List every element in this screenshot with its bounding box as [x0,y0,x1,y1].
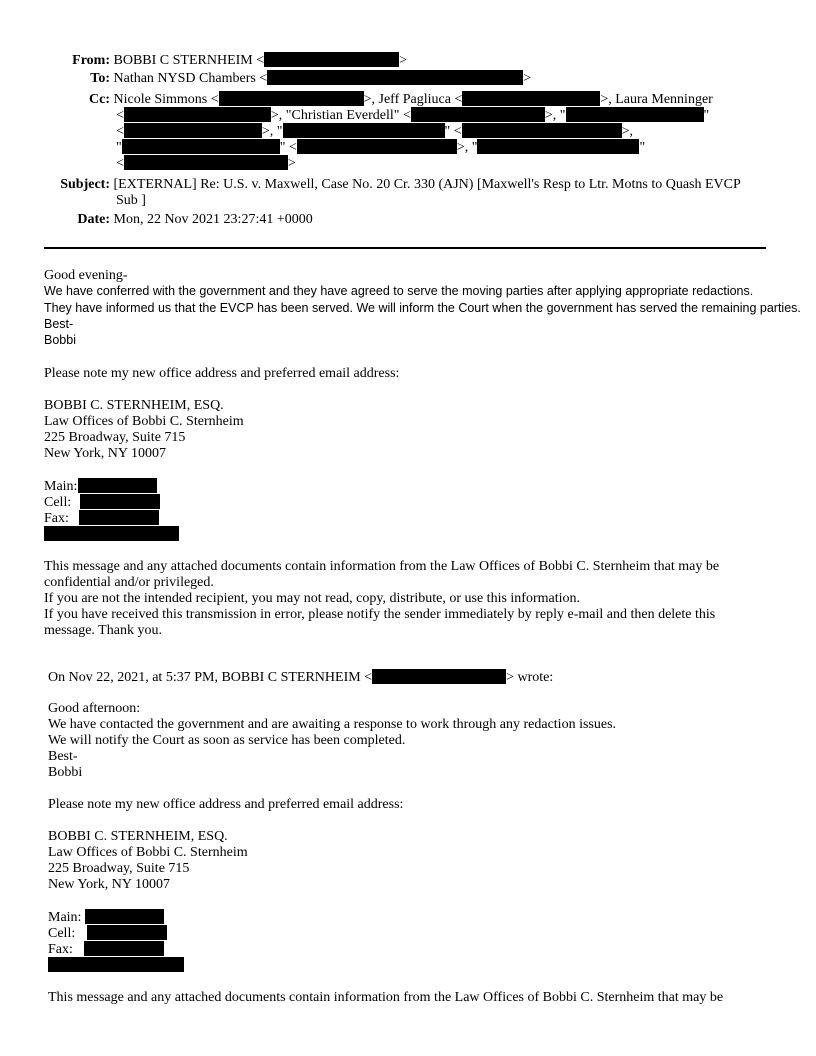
cc-continuation-line [116,123,633,140]
redaction-bar [124,123,262,138]
redaction-bar [78,478,157,493]
redaction-bar [462,123,622,138]
cc-continuation-line [116,139,645,156]
quoted-intro-text: > wrote: [506,670,554,685]
redaction-bar [48,957,184,972]
closing: Best- [44,317,74,331]
quoted-disclaimer: This message and any attached documents contain information from the Law Offices of Bobbi C. Sternheim that may be [48,990,724,1005]
quoted-paragraph: We will notify the Court as soon as service has been completed. [48,733,406,748]
quoted-signature-name: BOBBI C. STERNHEIM, ESQ. [48,829,228,844]
redaction-bar [79,510,159,525]
cc-text: < [116,108,124,123]
cc-text: >, " [261,124,283,139]
phone-main-label: Main: [44,479,78,494]
phone-cell [44,494,160,511]
cc-text: >, Jeff Pagliuca < [363,92,463,107]
quoted-phone-fax [48,941,164,958]
subject-continuation: Sub ] [116,193,146,208]
email-redacted [44,526,179,543]
quoted-paragraph: We have contacted the government and are awaiting a response to work through any redaction issues. [48,717,617,732]
phone-fax-label: Fax: [44,511,69,526]
close-bracket: > [287,156,296,171]
disclaimer: If you are not the intended recipient, you may not read, copy, distribute, or use this information. [44,591,581,606]
redaction-bar [124,107,271,122]
redaction-bar [87,925,167,940]
quoted-address-note: Please note my new office address and preferred email address: [48,797,404,812]
phone-fax [44,510,159,527]
close-bracket: > [523,71,532,86]
quoted-closing: Best- [48,749,78,764]
quoted-phone-cell [48,925,167,942]
phone-fax-label: Fax: [48,942,73,957]
from-value: BOBBI C STERNHEIM < [113,53,265,68]
redaction-bar [264,52,399,67]
redaction-bar [85,909,164,924]
quoted-signature-firm: Law Offices of Bobbi C. Sternheim [48,845,248,860]
greeting: Good evening- [44,268,128,283]
redaction-bar [44,526,179,541]
cc-continuation-line [116,107,709,124]
body-paragraph: They have informed us that the EVCP has been served. We will inform the Court when the government has served the remaining parties. [44,301,801,315]
quoted-sender-name: Bobbi [48,765,83,780]
cc-text: " [703,108,710,123]
cc-text: Nicole Simmons < [113,92,219,107]
quoted-email-redacted [48,957,184,974]
from-row [0,52,407,69]
cc-label: Cc: [89,92,110,107]
header-divider [44,247,766,249]
cc-text: >, " [544,108,566,123]
address-note: Please note my new office address and preferred email address: [44,366,400,381]
quoted-signature-address: New York, NY 10007 [48,877,170,892]
disclaimer: This message and any attached documents contain information from the Law Offices of Bobbi C. Sternheim that may be [44,559,720,574]
redaction-bar [219,91,364,106]
redaction-bar [297,139,457,154]
cc-text: " < [279,140,297,155]
date-label: Date: [77,212,110,227]
body-paragraph: We have conferred with the government and they have agreed to serve the moving parties after applying appropriate redactions. [44,284,754,298]
subject-row [0,177,741,193]
cc-text: >, " [456,140,478,155]
redaction-bar [124,155,288,170]
redaction-bar [462,91,600,106]
phone-main-label: Main: [48,910,82,925]
quoted-intro-text: On Nov 22, 2021, at 5:37 PM, BOBBI C STERNHEIM < [48,670,373,685]
cc-row [0,91,713,108]
disclaimer: confidential and/or privileged. [44,575,214,590]
signature-name: BOBBI C. STERNHEIM, ESQ. [44,398,224,413]
date-value: Mon, 22 Nov 2021 23:27:41 +0000 [113,212,313,227]
cc-text: " [639,140,646,155]
subject-label: Subject: [60,177,110,192]
quoted-greeting: Good afternoon: [48,701,141,716]
redaction-bar [84,941,164,956]
signature-firm: Law Offices of Bobbi C. Sternheim [44,414,244,429]
phone-cell-label: Cell: [44,495,72,510]
redaction-bar [80,494,160,509]
cc-text: >, [621,124,634,139]
quoted-intro [48,669,553,686]
quoted-signature-address: 225 Broadway, Suite 715 [48,861,190,876]
to-label: To: [90,71,110,86]
from-label: From: [72,53,110,68]
redaction-bar [477,139,639,154]
disclaimer: message. Thank you. [44,623,162,638]
signature-address: 225 Broadway, Suite 715 [44,430,186,445]
cc-text: >, "Christian Everdell" < [270,108,411,123]
phone-main [44,478,157,495]
redaction-bar [267,70,523,85]
to-row [0,70,531,87]
phone-cell-label: Cell: [48,926,76,941]
cc-text: " [116,140,122,155]
subject-line: [EXTERNAL] Re: U.S. v. Maxwell, Case No. 20 Cr. 330 (AJN) [Maxwell's Resp to Ltr. Motns to Quash EVCP [113,177,741,192]
date-row [0,212,313,228]
sender-name: Bobbi [44,333,76,347]
redaction-bar [566,107,704,122]
disclaimer: If you have received this transmission in error, please notify the sender immediately by reply e-mail and then delete this [44,607,716,622]
redaction-bar [411,107,545,122]
redaction-bar [372,669,506,684]
signature-address: New York, NY 10007 [44,446,166,461]
to-value: Nathan NYSD Chambers < [113,71,268,86]
cc-text: " < [444,124,462,139]
quoted-phone-main [48,909,164,926]
cc-text: < [116,156,124,171]
redaction-bar [122,139,280,154]
cc-text: < [116,124,124,139]
cc-text: >, Laura Menninger [600,92,713,107]
redaction-bar [283,123,445,138]
close-bracket: > [399,53,408,68]
cc-continuation-line [116,155,296,172]
